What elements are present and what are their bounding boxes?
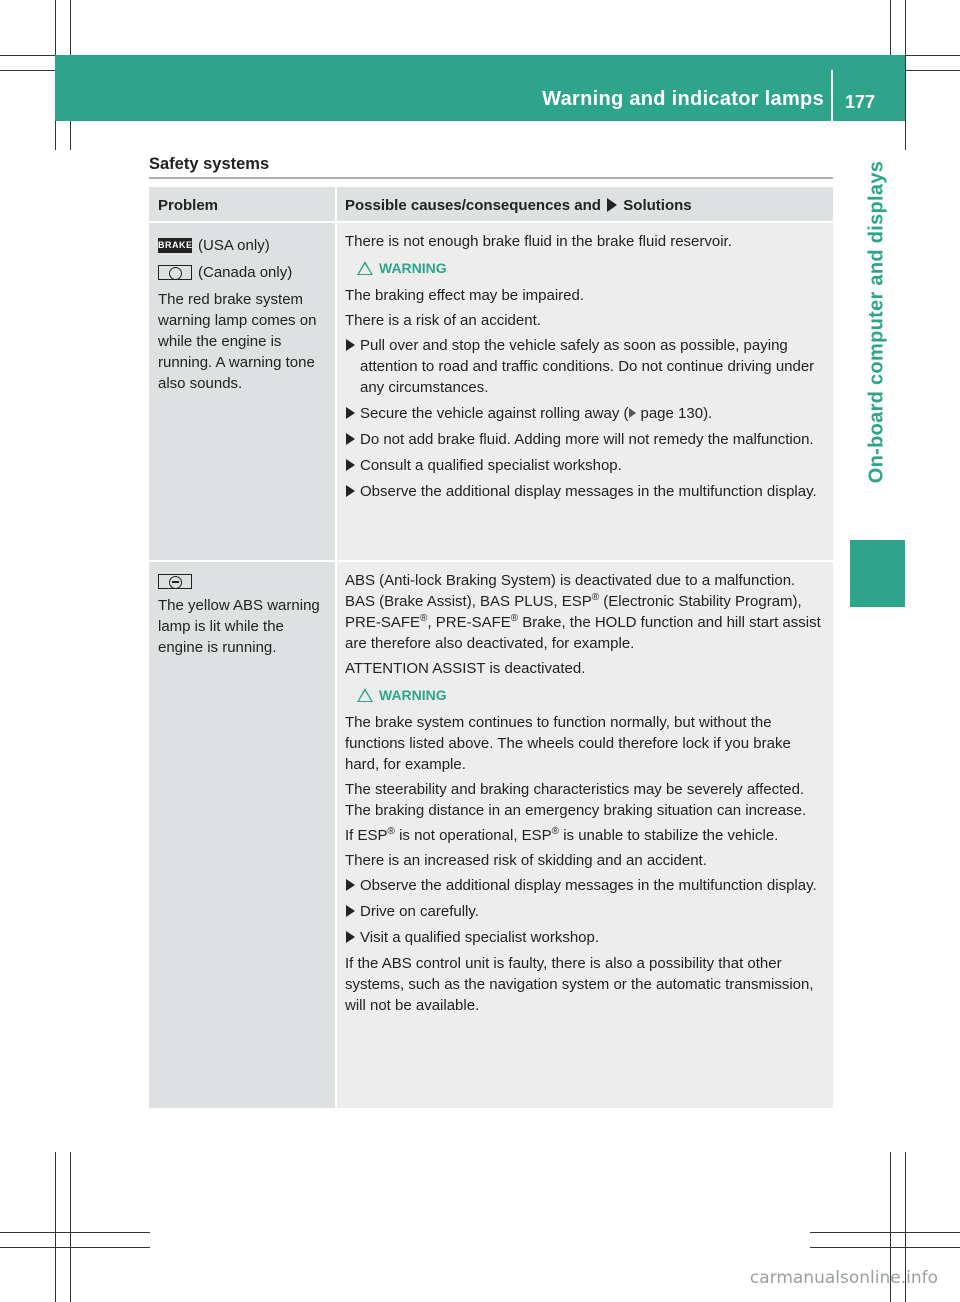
action-step [345, 927, 827, 948]
section-title: Safety systems [149, 155, 270, 173]
column-header-solutions-suffix: Solutions [623, 197, 692, 214]
action-step [345, 455, 827, 476]
section-rule [149, 177, 833, 179]
crop-mark [0, 1247, 150, 1248]
cause-part: Brake, the HOLD function and hill start assist are therefore also deactivated, for example. [345, 614, 821, 652]
header-divider [831, 70, 833, 121]
table-row [149, 223, 833, 560]
problem-cell [149, 562, 335, 1108]
action-step [345, 901, 827, 922]
crop-mark [810, 1247, 960, 1248]
problem-cell [149, 223, 335, 560]
page-reference-link[interactable]: page 130 [640, 405, 704, 422]
warning-triangle-icon [357, 261, 373, 275]
crop-mark [810, 1232, 960, 1233]
action-arrow-icon [607, 198, 617, 212]
page-number: 177 [845, 92, 876, 112]
step-text: Pull over and stop the vehicle safely as soon as possible, paying attention to road and traffic conditions. Do not continue driving under any circumstances. [360, 337, 815, 396]
action-step [345, 335, 827, 398]
warning-label: WARNING [379, 260, 447, 276]
safety-systems-table [149, 187, 833, 1108]
warning-text: The braking effect may be impaired. [345, 287, 585, 304]
esp-part: is unable to stabilize the vehicle. [559, 827, 779, 844]
registered-mark: ® [420, 613, 428, 624]
indicator-label: (Canada only) [198, 264, 293, 281]
indicator-line [158, 235, 329, 256]
risk-text: There is an increased risk of skidding and an accident. [345, 852, 707, 869]
crop-mark [55, 1152, 56, 1302]
brake-circle-lamp-icon [158, 265, 192, 280]
warning-text: The brake system continues to function normally, but without the functions listed above. The wheels could therefore lock if you brake hard, for example. [345, 714, 791, 773]
step-arrow-icon [345, 335, 360, 398]
crop-mark [70, 1152, 71, 1302]
indicator-label: (USA only) [198, 237, 270, 254]
cause-part: , PRE-SAFE [427, 614, 511, 631]
warning-triangle-icon [357, 688, 373, 702]
step-text: Consult a qualified specialist workshop. [360, 457, 622, 474]
step-text: Observe the additional display messages in the multifunction display. [360, 483, 817, 500]
crop-mark [905, 0, 906, 150]
step-text: Observe the additional display messages in the multifunction display. [360, 877, 817, 894]
action-step [345, 481, 827, 502]
step-arrow-icon [345, 403, 360, 424]
step-ref-text: Secure the vehicle against rolling away ( [360, 405, 629, 422]
step-text: Drive on carefully. [360, 903, 479, 920]
problem-description: The red brake system warning lamp comes on while the engine is running. A warning tone also sounds. [158, 291, 317, 392]
esp-part: is not operational, ESP [394, 827, 552, 844]
indicator-line [158, 262, 329, 283]
side-tab-label: On-board computer and displays [865, 160, 888, 484]
indicator-line [158, 574, 329, 589]
warning-label: WARNING [379, 687, 447, 703]
header-title: Warning and indicator lamps [542, 88, 824, 110]
registered-mark: ® [591, 592, 600, 603]
action-step [345, 875, 827, 896]
step-arrow-icon [345, 429, 360, 450]
attention-text: ATTENTION ASSIST is deactivated. [345, 660, 586, 677]
registered-mark: ® [387, 826, 395, 837]
step-arrow-icon [345, 901, 360, 922]
step-text [360, 403, 827, 424]
registered-mark: ® [510, 613, 519, 624]
abs-lamp-icon [158, 574, 192, 589]
registered-mark: ® [551, 826, 560, 837]
step-ref-text-end: ). [703, 405, 713, 422]
esp-part: If ESP [345, 827, 388, 844]
page-ref-icon [629, 408, 636, 418]
column-header-problem: Problem [149, 187, 335, 221]
action-step [345, 403, 827, 424]
action-step [345, 429, 827, 450]
column-header-solutions-text: Possible causes/consequences and [345, 197, 601, 214]
cause-part: ABS (Anti-lock Braking System) is deactivated due to a malfunction. BAS (Brake Assist), BAS PLUS, ESP [345, 572, 796, 610]
step-arrow-icon [345, 875, 360, 896]
warning-text: The steerability and braking characteristics may be severely affected. The braking distance in an emergency braking situation can increase. [345, 781, 807, 819]
solutions-cell [337, 562, 833, 1108]
column-header-solutions [337, 187, 833, 221]
step-arrow-icon [345, 927, 360, 948]
table-header-row [149, 187, 833, 221]
brake-lamp-icon: BRAKE [158, 238, 192, 253]
cause-text: There is not enough brake fluid in the brake fluid reservoir. [345, 233, 732, 250]
esp-text [345, 825, 827, 846]
warning-heading [357, 687, 827, 703]
warning-heading [357, 260, 827, 276]
crop-mark [0, 1232, 150, 1233]
cause-part: (Electronic Stability Program), PRE-SAFE [345, 593, 802, 631]
closing-text: If the ABS control unit is faulty, there is also a possibility that other systems, such as the navigation system or the automatic transmission, will not be available. [345, 955, 814, 1014]
watermark-text: carmanualsonline.info [749, 1268, 938, 1288]
step-arrow-icon [345, 455, 360, 476]
solutions-cell [337, 223, 833, 560]
table-row [149, 562, 833, 1108]
step-text: Do not add brake fluid. Adding more will not remedy the malfunction. [360, 431, 814, 448]
step-arrow-icon [345, 481, 360, 502]
step-text: Visit a qualified specialist workshop. [360, 929, 600, 946]
warning-text: There is a risk of an accident. [345, 312, 541, 329]
cause-text [345, 570, 827, 654]
side-tab-marker [850, 540, 905, 607]
problem-description: The yellow ABS warning lamp is lit while the engine is running. [158, 597, 320, 656]
